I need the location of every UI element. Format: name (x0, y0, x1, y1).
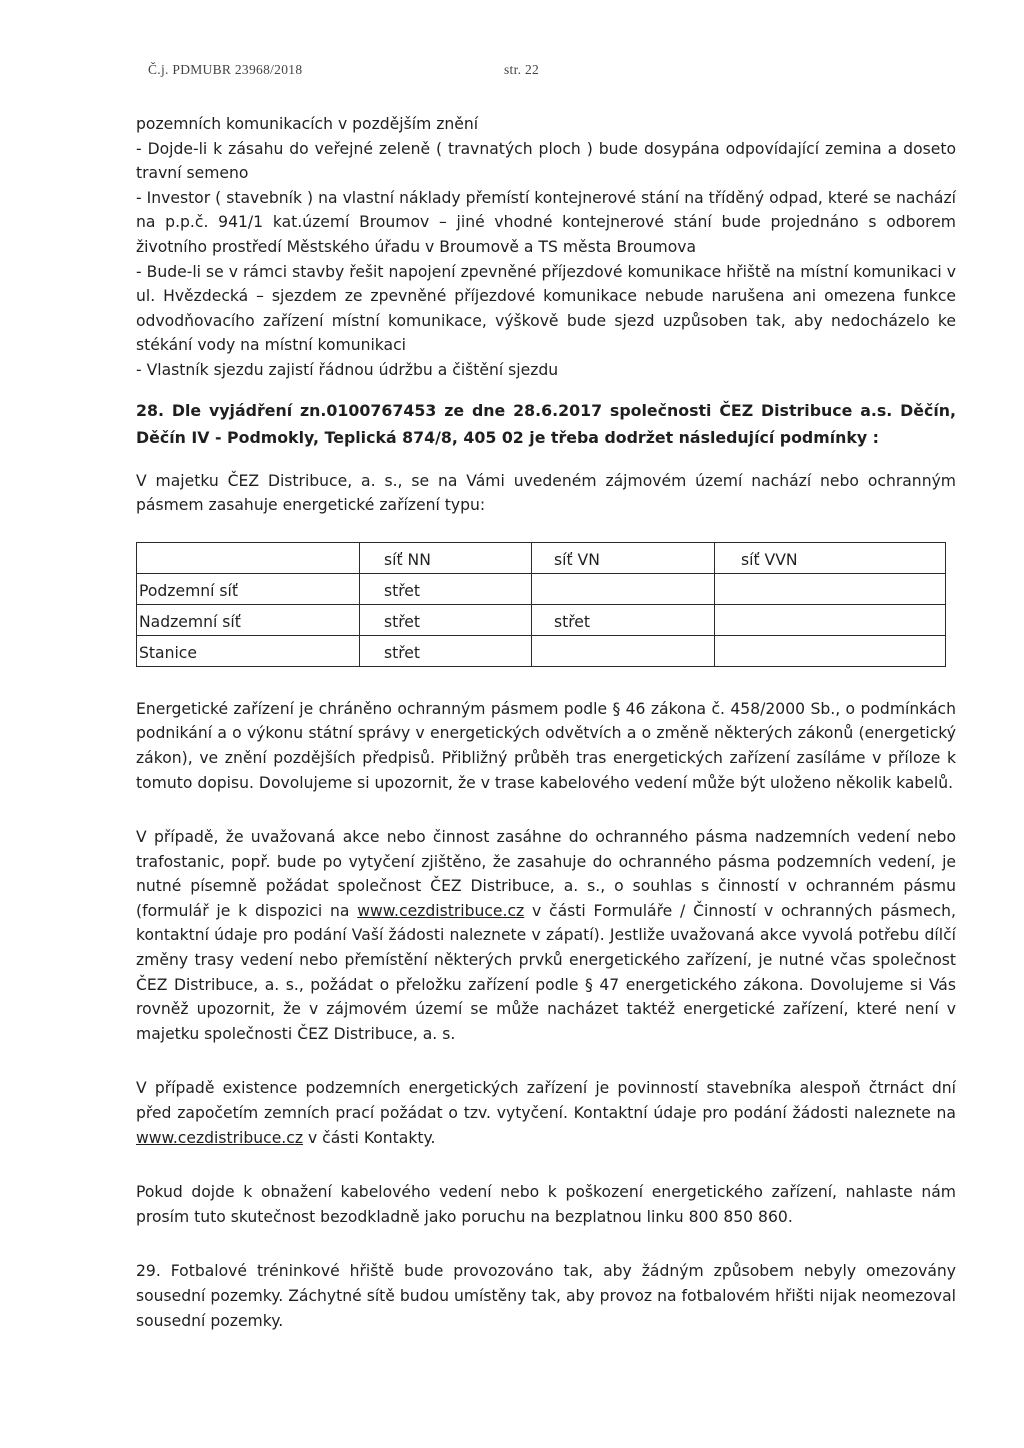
equipment-table (136, 542, 946, 667)
table-cell (715, 604, 946, 635)
damage-paragraph: Pokud dojde k obnažení kabelového vedení nebo k poškození energetického zařízení, nahlaste nám prosím tuto skutečnost bezodkladně jako poruchu na bezplatnou linku 800 850 860. (136, 1183, 956, 1226)
table-cell: střet (360, 604, 532, 635)
list-item: - Vlastník sjezdu zajistí řádnou údržbu a čištění sjezdu (136, 360, 559, 379)
text-line: pozemních komunikacích v pozdějším znění (136, 115, 479, 133)
table-row (137, 604, 946, 635)
table-header-cell: síť NN (360, 542, 532, 573)
page-header (148, 62, 540, 78)
table-row (137, 573, 946, 604)
case-paragraph (136, 825, 956, 1046)
underground-text-before: V případě existence podzemních energetických zařízení je povinností stavebníka alespoň čtrnáct dní před započetím zemních prací požádat o tzv. vytyčení. Kontaktní údaje pro podání žádosti naleznete na (136, 1079, 956, 1123)
table-row (137, 635, 946, 666)
table-cell: Nadzemní síť (137, 604, 360, 635)
section-28-heading: 28. Dle vyjádření zn.0100767453 ze dne 28.6.2017 společnosti ČEZ Distribuce a.s. Děčín, Děčín IV - Podmokly, Teplická 874/8, 405 02 je třeba dodržet následující podmínky : (136, 400, 956, 447)
intro-paragraph: V majetku ČEZ Distribuce, a. s., se na Vámi uvedeném zájmovém území nachází nebo ochranným pásmem zasahuje energetické zařízení typu: (136, 471, 956, 515)
underground-paragraph (136, 1076, 956, 1150)
table-cell (532, 573, 715, 604)
table-cell (715, 573, 946, 604)
case-text-after: v části Formuláře / Činností v ochranných pásmech, kontaktní údaje pro podání Vaší žádosti naleznete v zápatí). Jestliže uvažovaná akce vyvolá potřebu dílčí změny trasy vedení nebo přemístění některých prvků energetického zařízení, je nutné včas společnost ČEZ Distribuce, a. s., požádat o přeložku zařízení podle § 47 energetického zákona. Dovolujeme si Vás rovněž upozornit, že v zájmovém území se může nacházet taktéž energetické zařízení, které není v majetku společnosti ČEZ Distribuce, a. s. (136, 901, 956, 1043)
underground-text-after: v části Kontakty. (303, 1128, 436, 1147)
list-item: - Bude-li se v rámci stavby řešit napojení zpevněné příjezdové komunikace hřiště na místní komunikaci v ul. Hvězdecká – sjezdem ze zpevněné příjezdové komunikace nebude narušena ani omezena funkce odvodňovacího zařízení místní komunikace, výškově bude sjezd uzpůsoben tak, aby nedocházelo ke stékání vody na místní komunikaci (136, 262, 956, 355)
protection-zone-paragraph: Energetické zařízení je chráněno ochranným pásmem podle § 46 zákona č. 458/2000 Sb., o podmínkách podnikání a o výkonu státní správy v energetických odvětvích a o změně některých zákonů (energetický zákon), ve znění pozdějších předpisů. Přibližný průběh tras energetických zařízení zasíláme v příloze k tomuto dopisu. Dovolujeme si upozornit, že v trase kabelového vedení může být uloženo několik kabelů. (136, 699, 956, 792)
table-cell (137, 542, 360, 573)
list-item: - Investor ( stavebník ) na vlastní náklady přemístí kontejnerové stání na tříděný odpad, které se nachází na p.p.č. 941/1 kat.území Broumov – jiné vhodné kontejnerové stání bude projednáno s odborem životního prostředí Městského úřadu v Broumově a TS města Broumova (136, 188, 956, 256)
table-cell: střet (360, 573, 532, 604)
table-cell: střet (532, 604, 715, 635)
table-cell (715, 635, 946, 666)
cez-website-link[interactable]: www.cezdistribuce.cz (357, 901, 525, 920)
document-body (136, 112, 956, 1333)
page-number: str. 22 (504, 62, 540, 77)
table-cell: střet (360, 635, 532, 666)
table-header-cell: síť VN (532, 542, 715, 573)
section-29-paragraph: 29. Fotbalové tréninkové hřiště bude provozováno tak, aby žádným způsobem nebyly omezovány sousední pozemky. Záchytné sítě budou umístěny tak, aby provoz na fotbalovém hřišti nijak neomezoval sousední pozemky. (136, 1262, 956, 1330)
cez-contact-link[interactable]: www.cezdistribuce.cz (136, 1128, 304, 1147)
table-cell (532, 635, 715, 666)
list-item: - Dojde-li k zásahu do veřejné zeleně ( travnatých ploch ) bude dosypána odpovídající zemina a doseto travní semeno (136, 139, 956, 183)
reference-number: Č.j. PDMUBR 23968/2018 (148, 62, 303, 77)
table-header-row (137, 542, 946, 573)
table-cell: Podzemní síť (137, 573, 360, 604)
table-cell: Stanice (137, 635, 360, 666)
case-text-before: V případě, že uvažovaná akce nebo činnost zasáhne do ochranného pásma nadzemních vedení nebo trafostanic, popř. bude po vytyčení zjištěno, že zasahuje do ochranného pásma podzemních vedení, je nutné písemně požádat společnost ČEZ Distribuce, a. s., o souhlas s činností v ochranném pásmu (formulář je k dispozici na (136, 828, 956, 920)
table-header-cell: síť VVN (715, 542, 946, 573)
